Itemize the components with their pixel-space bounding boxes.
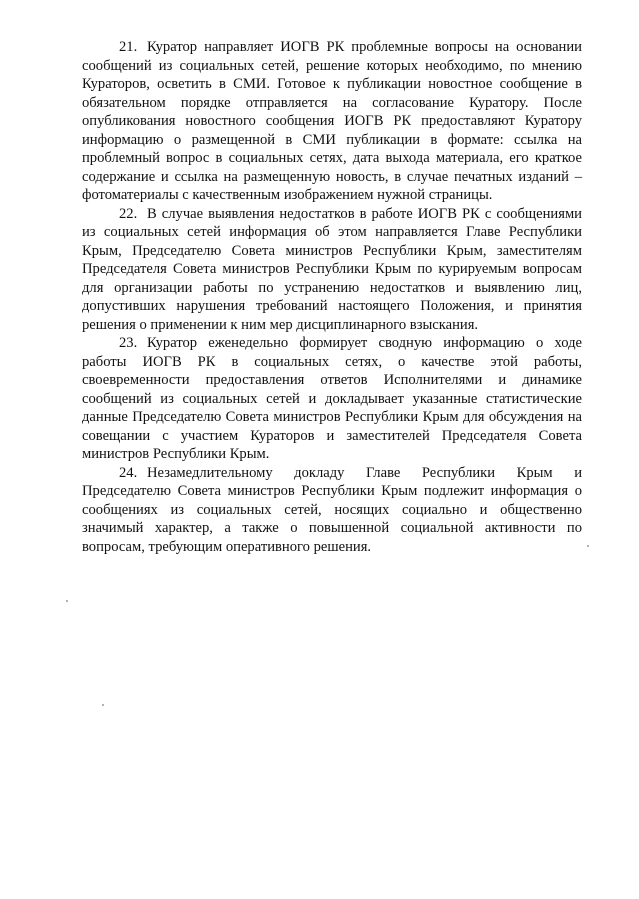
scan-speck [102, 704, 104, 706]
paragraph-text: Куратор еженедельно формирует сводную информацию о ходе работы ИОГВ РК в социальных сетях, о качестве этой работы, своевременности предоставления ответов Исполнителями и динамике сообщений из социальных сетей и докладывает указанные статистические данные Председателю Совета министров Республики Крым для обсуждения на совещании с участием Кураторов и заместителей Председателя Совета министров Республики Крым. [82, 335, 582, 462]
paragraph-21 [82, 38, 582, 205]
paragraph-number: 22. [119, 205, 138, 222]
paragraph-number: 23. [119, 335, 138, 351]
paragraph-23 [82, 334, 582, 464]
paragraph-22 [82, 205, 582, 335]
document-page [82, 38, 582, 556]
scan-speck [587, 545, 589, 547]
paragraph-number: 21. [119, 39, 138, 55]
paragraph-text: В случае выявления недостатков в работе ИОГВ РК с сообщениями из социальных сетей информация об этом направляется Главе Республики Крым, Председателю Совета министров Республики Крым, заместителям Председателя Совета министров Республики Крым по курируемым вопросам для организации работы по устранению недостатков и выявлению лиц, допустивших нарушения требований настоящего Положения, и принятия решения о применении к ним мер дисциплинарного взыскания. [82, 205, 582, 333]
paragraph-text: Незамедлительному докладу Главе Республики Крым и Председателю Совета министров Республики Крым подлежит информация о сообщениях из социальных сетей, носящих социально и общественно значимый характер, а также о повышенной социальной активности по вопросам, требующим оперативного решения. [82, 464, 582, 555]
scan-speck [66, 600, 68, 602]
paragraph-24 [82, 464, 582, 557]
paragraph-number: 24. [119, 464, 138, 481]
paragraph-text: Куратор направляет ИОГВ РК проблемные вопросы на основании сообщений из социальных сетей, решение которых необходимо, по мнению Кураторов, осветить в СМИ. Готовое к публикации новостное сообщение в обязательном порядке отправляется на согласование Куратору. После опубликования новостного сообщения ИОГВ РК предоставляют Куратору информацию о размещенной в СМИ публикации в формате: ссылка на проблемный вопрос в социальных сетях, дата выхода материала, его краткое содержание и ссылка на размещенную новость, в случае печатных изданий – фотоматериалы с качественным изображением нужной страницы. [82, 39, 582, 203]
